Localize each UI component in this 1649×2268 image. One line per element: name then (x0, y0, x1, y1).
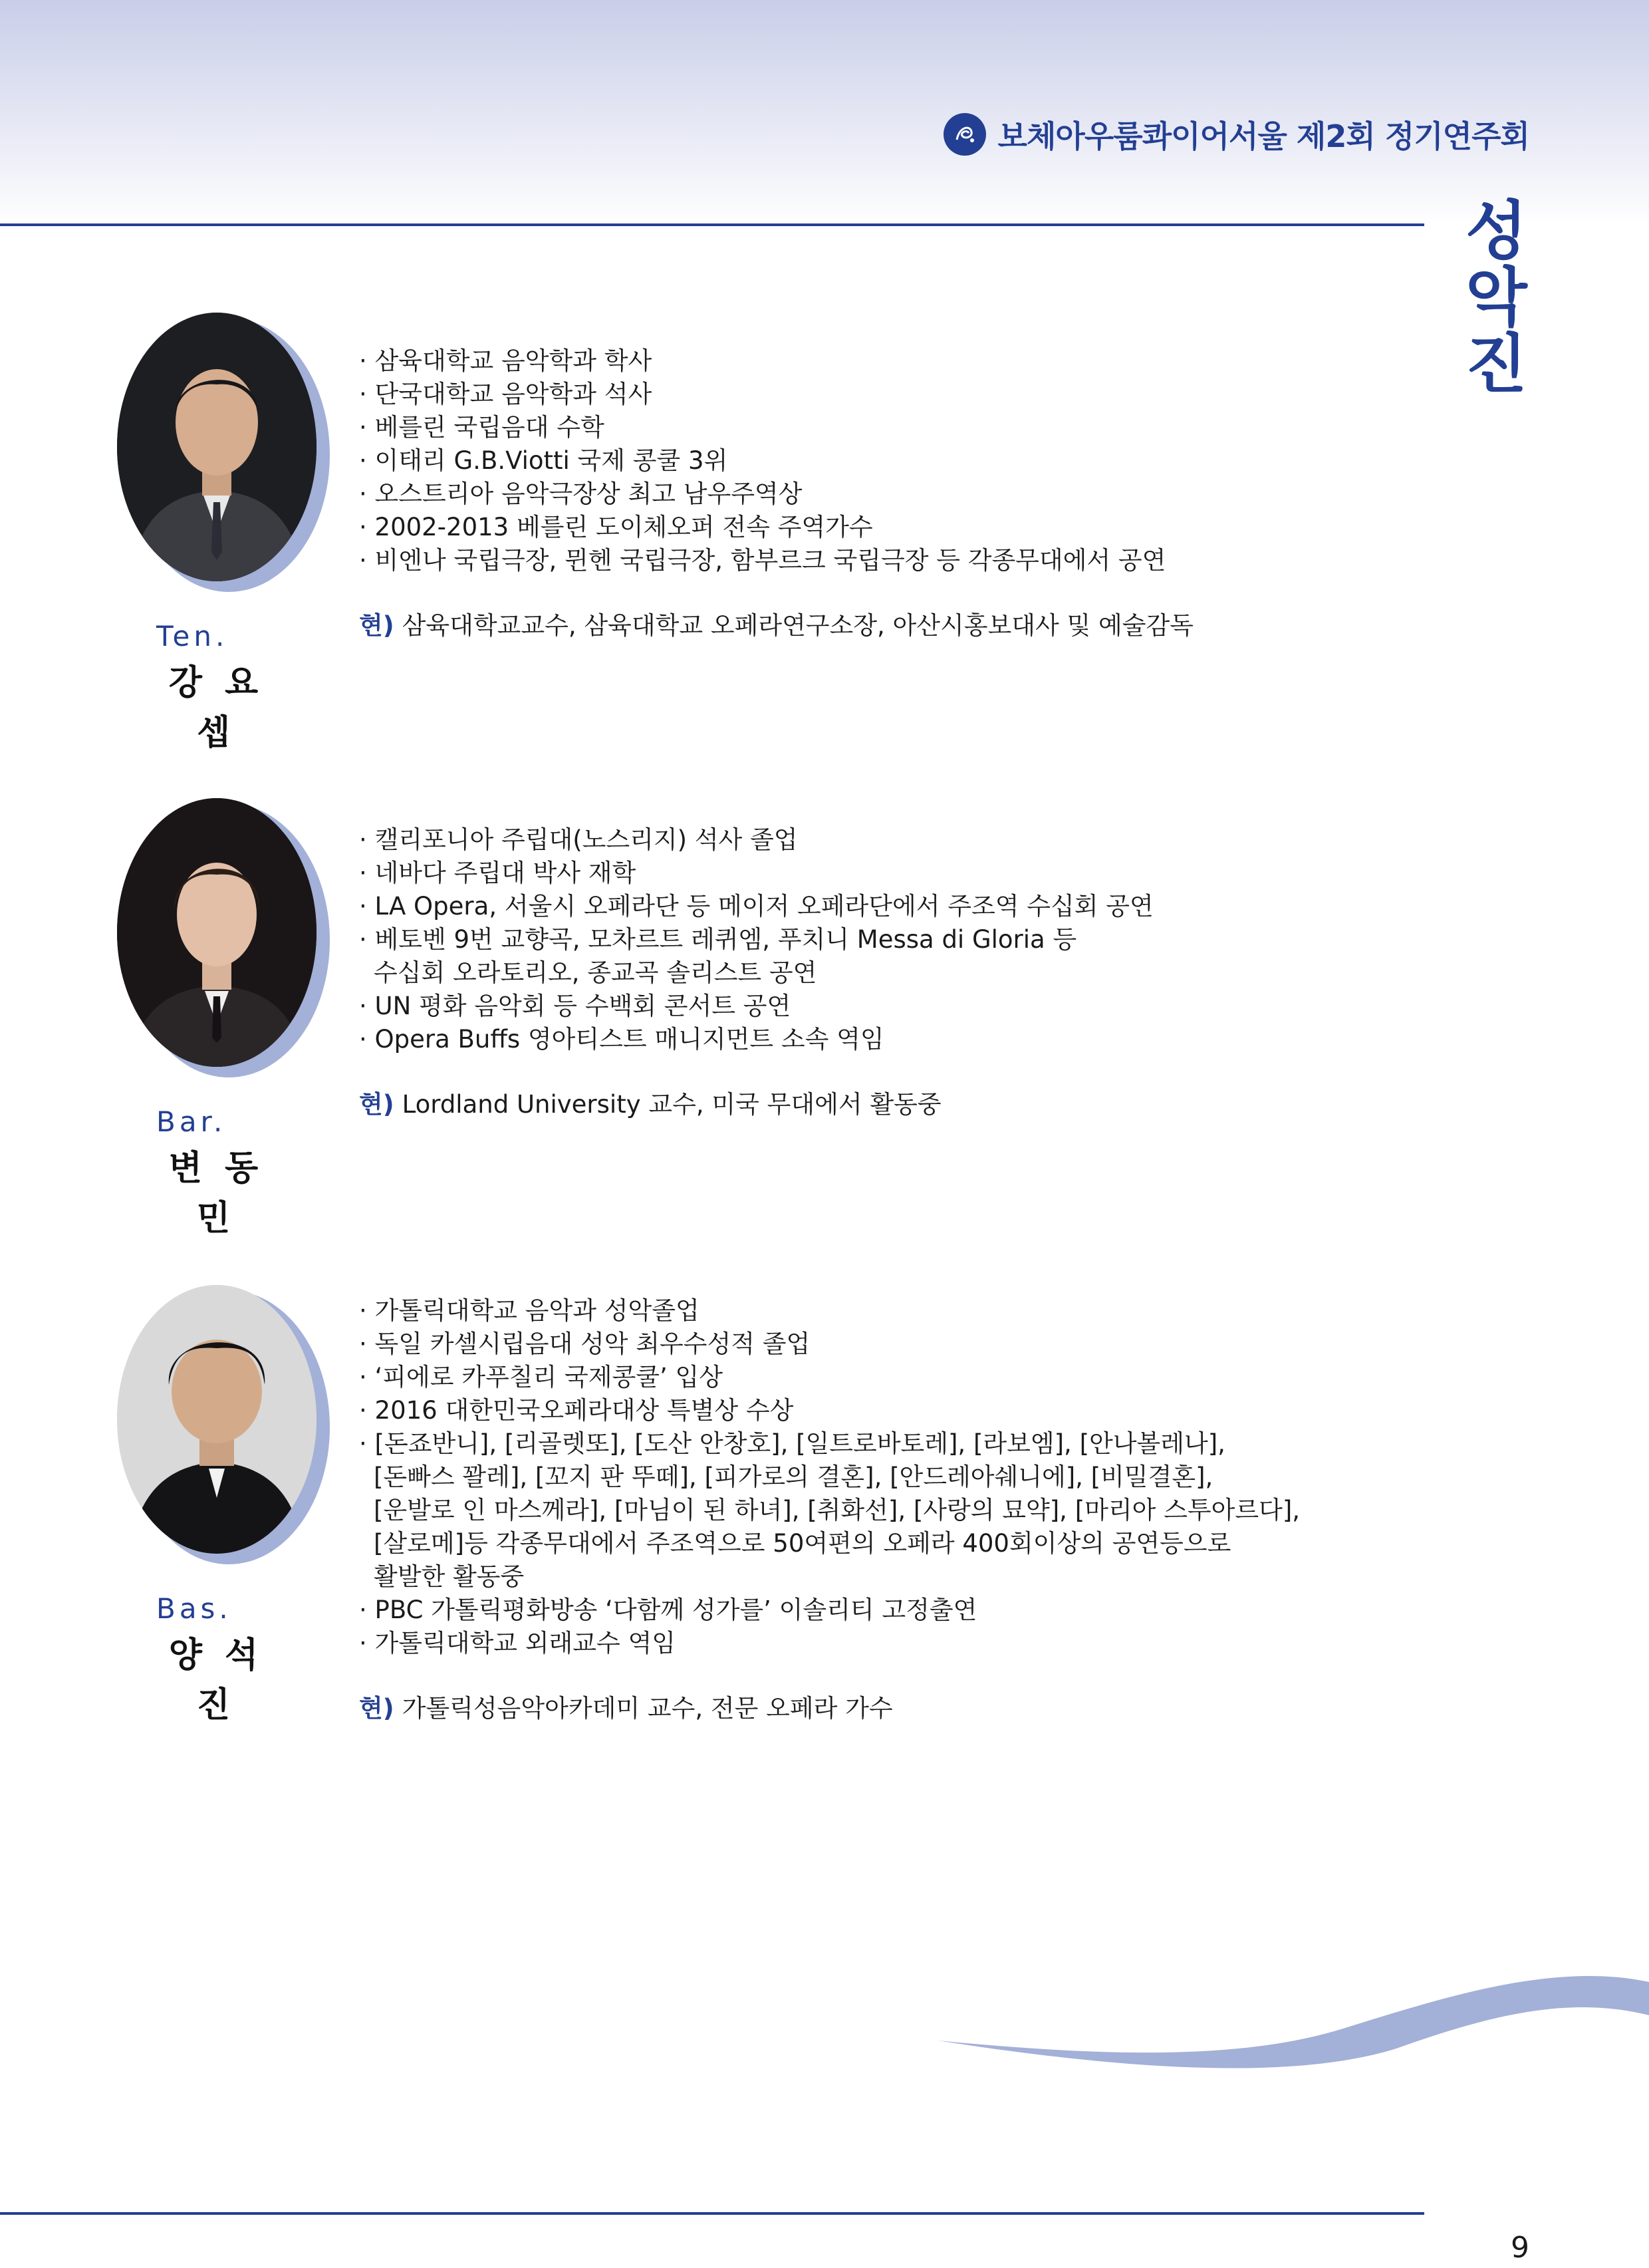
bio-line: · 독일 카셀시립음대 성악 최우수성적 졸업 (359, 1330, 811, 1358)
bio-line: · UN 평화 음악회 등 수백회 콘서트 공연 (359, 992, 791, 1020)
voice-part: Ten. (156, 620, 229, 652)
bio-line: · 가톨릭대학교 음악과 성악졸업 (359, 1296, 699, 1325)
bio-line: · 베토벤 9번 교향곡, 모차르트 레퀴엠, 푸치니 Messa di Gloria 등 (359, 925, 1077, 954)
performer-name: 변동민 (168, 1149, 281, 1238)
bio-line: · ‘피에로 카푸칠리 국제콩쿨’ 입상 (359, 1363, 723, 1391)
bio-line: · 베를린 국립음대 수학 (359, 413, 604, 442)
bio-line: · Opera Buffs 영아티스트 매니지먼트 소속 역임 (359, 1025, 884, 1054)
bio-line: · LA Opera, 서울시 오페라단 등 메이저 오페라단에서 주조역 수십회 공연 (359, 892, 1154, 921)
current-position (359, 1692, 893, 1725)
performer-photo (117, 798, 330, 1077)
current-text: 삼육대학교교수, 삼육대학교 오페라연구소장, 아산시홍보대사 및 예술감독 (402, 611, 1194, 640)
bio-line: · PBC 가톨릭평화방송 ‘다함께 성가를’ 이솔리티 고정출연 (359, 1596, 977, 1624)
current-text: 가톨릭성음악아카데미 교수, 전문 오페라 가수 (402, 1694, 893, 1723)
bio-line: · 삼육대학교 음악학과 학사 (359, 347, 652, 375)
performer-photo (117, 313, 330, 592)
voice-part: Bas. (156, 1592, 232, 1625)
performer-name: 강요셉 (168, 663, 281, 753)
bio-line: · 가톨릭대학교 외래교수 역임 (359, 1629, 676, 1657)
performer-bio (359, 1294, 1370, 1660)
footer-divider (0, 2212, 1424, 2215)
bio-line: · 2002-2013 베를린 도이체오퍼 전속 주역가수 (359, 513, 873, 541)
performer-bio (359, 345, 1370, 577)
bio-line: · 네바다 주립대 박사 재학 (359, 859, 636, 887)
choir-logo-icon (944, 113, 986, 156)
performer-bio (359, 823, 1370, 1056)
section-title: 성악진 (1454, 197, 1529, 396)
bio-line: · 단국대학교 음악학과 석사 (359, 380, 652, 408)
bio-line: · [돈죠반니], [리골렛또], [도산 안창호], [일트로바토레], [라보엠], [안나볼레나], (359, 1429, 1225, 1458)
concert-header (944, 112, 1529, 157)
current-position (359, 1088, 942, 1121)
current-position (359, 609, 1194, 642)
header-divider (0, 223, 1424, 226)
performer-name: 양석진 (168, 1635, 281, 1725)
current-label: 현) (359, 1694, 394, 1723)
current-text: Lordland University 교수, 미국 무대에서 활동중 (402, 1090, 942, 1119)
performer-photo (117, 1285, 330, 1564)
bio-line: · 비엔나 국립극장, 뮌헨 국립극장, 함부르크 국립극장 등 각종무대에서 공연 (359, 546, 1166, 575)
bio-line: · 이태리 G.B.Viotti 국제 콩쿨 3위 (359, 446, 728, 475)
page-number: 9 (1511, 2231, 1529, 2265)
decorative-wave (918, 1955, 1649, 2075)
bio-line: [살로메]등 각종무대에서 주조역으로 50여편의 오페라 400회이상의 공연등으로 (374, 1529, 1231, 1558)
bio-line: [운발로 인 마스께라], [마님이 된 하녀], [취화선], [사랑의 묘약], [마리아 스투아르다], (374, 1496, 1301, 1524)
bio-line: · 오스트리아 음악극장상 최고 남우주역상 (359, 480, 803, 508)
bio-line: 활발한 활동중 (374, 1562, 525, 1591)
voice-part: Bar. (156, 1105, 227, 1138)
bio-line: 수십회 오라토리오, 종교곡 솔리스트 공연 (374, 958, 817, 987)
concert-title: 보체아우룸콰이어서울 제2회 정기연주회 (997, 118, 1529, 154)
bio-line: [돈빠스 꽐레], [꼬지 판 뚜떼], [피가로의 결혼], [안드레아쉐니에], [비밀결혼], (374, 1463, 1213, 1491)
bio-line: · 2016 대한민국오페라대상 특별상 수상 (359, 1396, 794, 1425)
bio-line: · 캘리포니아 주립대(노스리지) 석사 졸업 (359, 825, 798, 854)
current-label: 현) (359, 611, 394, 640)
current-label: 현) (359, 1090, 394, 1119)
